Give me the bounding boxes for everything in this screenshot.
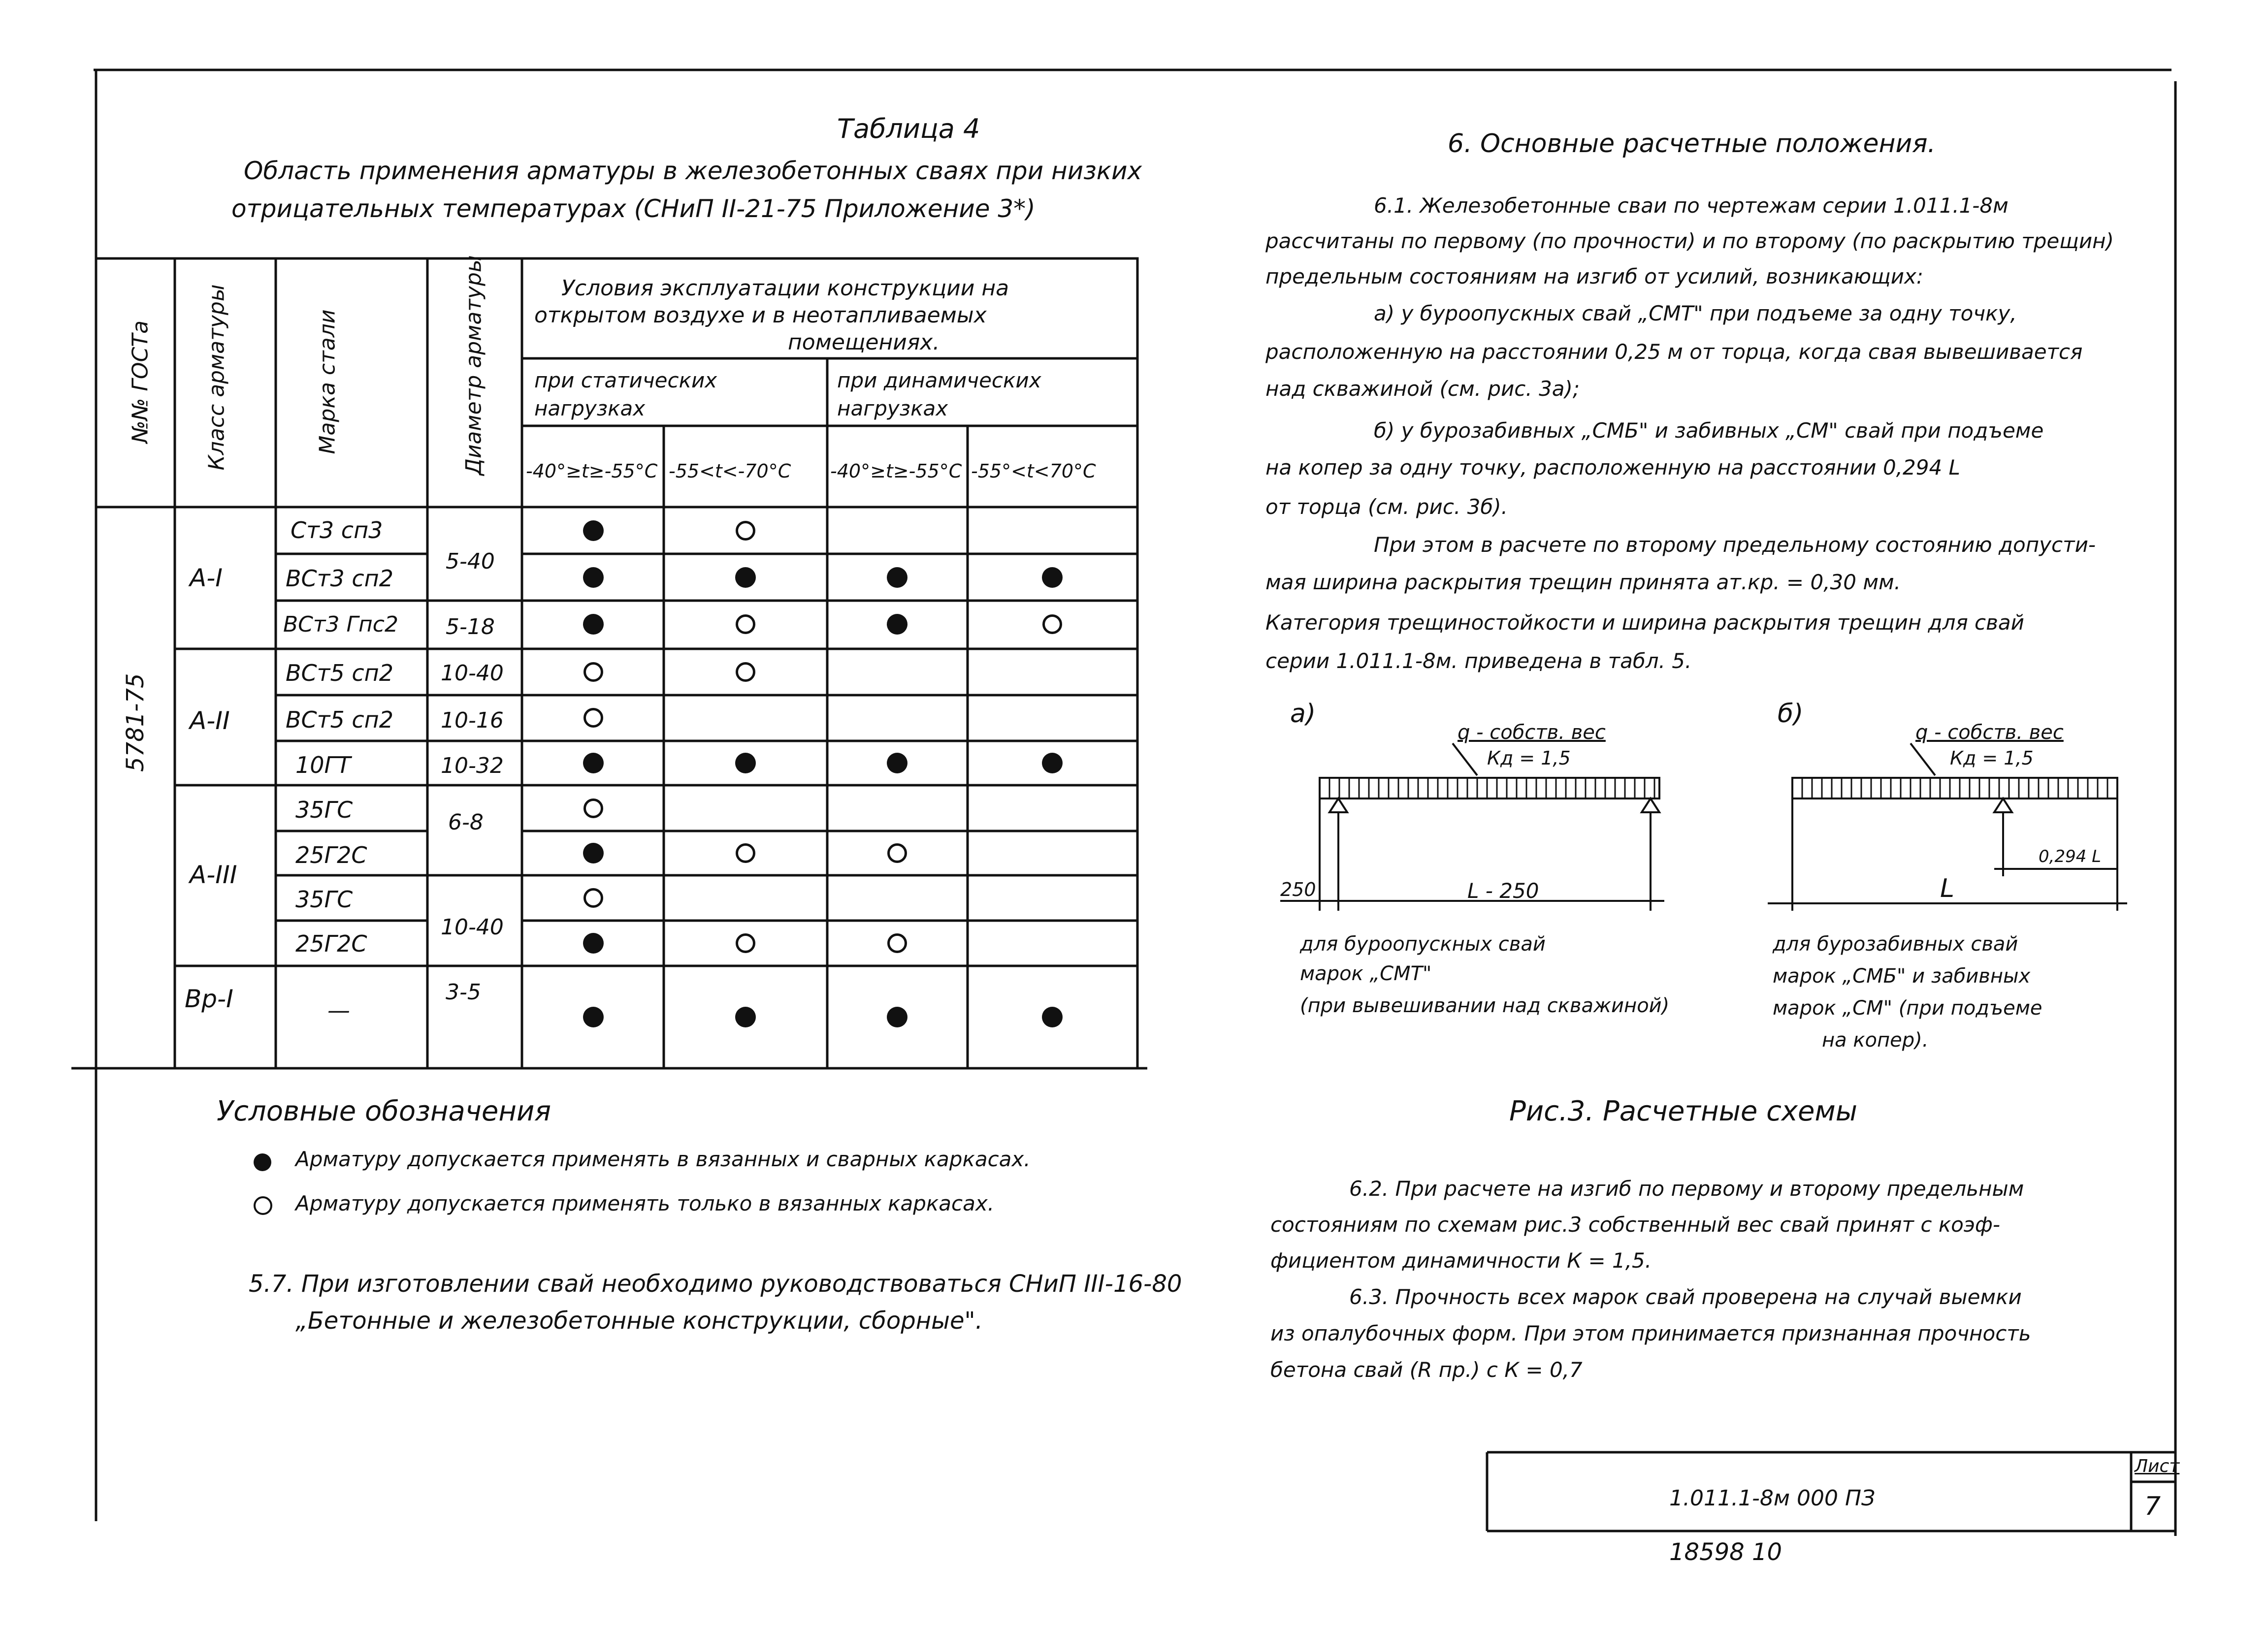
fig-b-label: б) xyxy=(1778,699,1804,729)
legend-filled-text: Арматуру допускается применять в вязанных и сварных каркасах. xyxy=(295,1147,1031,1171)
table-title-line2: отрицательных температурах (СНиП II-21-75 Приложение 3*) xyxy=(231,194,1036,223)
p62-line3: фициентом динамичности К = 1,5. xyxy=(1270,1248,1652,1273)
filled-circle-icon xyxy=(583,567,604,588)
class-a2: А-II xyxy=(190,706,230,735)
diam-row-4: 10-40 xyxy=(441,661,504,686)
open-circle-icon xyxy=(736,521,755,541)
filled-circle-icon xyxy=(1042,753,1063,773)
diam-a1-merged: 5-40 xyxy=(446,549,495,574)
p63-line3: бетона свай (R пр.) с К = 0,7 xyxy=(1270,1358,1583,1382)
open-circle-icon xyxy=(583,662,603,682)
open-circle-icon xyxy=(736,933,755,953)
p61-line7: б) у бурозабивных „СМБ" и забивных „СМ" свай при подъеме xyxy=(1374,418,2044,443)
marka-row-6: 10ГТ xyxy=(295,752,351,778)
open-circle-icon xyxy=(583,708,603,728)
filled-circle-icon xyxy=(583,520,604,541)
stamp-list-label: Лист xyxy=(2135,1456,2180,1476)
p57-line1: 5.7. При изготовлении свай необходимо руководствоваться СНиП III-16-80 xyxy=(249,1270,1182,1298)
open-circle-icon xyxy=(1042,614,1062,634)
stamp-code: 1.011.1-8м 000 ПЗ xyxy=(1669,1486,1876,1511)
filled-circle-icon xyxy=(583,843,604,863)
fig-b-load: q - собств. вес xyxy=(1915,721,2064,744)
marka-row-8: 25Г2С xyxy=(295,842,367,868)
fig-a-label: а) xyxy=(1290,699,1316,729)
legend-title: Условные обозначения xyxy=(217,1095,551,1127)
fig-a-cap2: марок „СМТ" xyxy=(1300,962,1432,985)
marka-row-2: ВСт3 сп2 xyxy=(286,565,393,592)
p61-line3: предельным состояниям на изгиб от усилий, возникающих: xyxy=(1265,264,1924,288)
filled-circle-icon xyxy=(1042,567,1063,588)
filled-circle-icon xyxy=(1042,1007,1063,1027)
header-usl-line1: Условия эксплуатации конструкции на xyxy=(561,276,1009,301)
fig-a-load: q - собств. вес xyxy=(1458,721,1606,744)
marka-row-5: ВСт5 сп2 xyxy=(286,706,393,733)
header-dyn-line2: нагрузках xyxy=(837,396,948,420)
header-t3: -40°≥t≥-55°С xyxy=(830,460,962,482)
open-circle-icon xyxy=(583,798,603,818)
filled-circle-icon xyxy=(887,753,907,773)
fig-b-dim-span: L xyxy=(1940,874,1954,903)
filled-circle-icon xyxy=(735,753,756,773)
marka-row-4: ВСт5 сп2 xyxy=(286,660,393,686)
open-circle-icon xyxy=(736,843,755,863)
p63-line2: из опалубочных форм. При этом принимается признанная прочность xyxy=(1270,1321,2031,1345)
header-stat-line2: нагрузках xyxy=(534,396,646,420)
marka-row-9: 35ГС xyxy=(295,886,353,913)
filled-circle-icon xyxy=(254,1153,271,1171)
header-klass: Класс арматуры xyxy=(204,284,229,471)
fig-a-dim-span: L - 250 xyxy=(1467,879,1539,903)
fig-b-dim-right: 0,294 L xyxy=(2039,847,2102,866)
diam-a3-bottom: 10-40 xyxy=(441,915,504,940)
class-vr1: Вр-I xyxy=(185,985,233,1013)
p61-line13: серии 1.011.1-8м. приведена в табл. 5. xyxy=(1265,649,1692,673)
filled-circle-icon xyxy=(887,1007,907,1027)
header-t1: -40°≥t≥-55°С xyxy=(526,460,658,482)
open-circle-icon xyxy=(736,614,755,634)
p63-line1: 6.3. Прочность всех марок свай проверена на случай выемки xyxy=(1349,1285,2022,1309)
header-usl-line2: открытом воздухе и в неотапливаемых xyxy=(534,303,987,328)
header-gost: №№ ГОСТа xyxy=(128,320,153,444)
open-circle-icon xyxy=(583,888,603,908)
fig-b-cap1: для бурозабивных свай xyxy=(1773,933,2018,956)
p61-line5: расположенную на расстоянии 0,25 м от торца, когда свая вывешивается xyxy=(1265,340,2083,364)
marka-row-1: Ст3 сп3 xyxy=(291,517,383,543)
legend-open-text: Арматуру допускается применять только в вязанных каркасах. xyxy=(295,1191,995,1215)
table-caption: Таблица 4 xyxy=(837,113,980,144)
p61-line10: При этом в расчете по второму предельному состоянию допусти- xyxy=(1374,533,2096,557)
filled-circle-icon xyxy=(583,933,604,954)
filled-circle-icon xyxy=(887,614,907,635)
filled-circle-icon xyxy=(583,614,604,635)
p61-line1: 6.1. Железобетонные сваи по чертежам серии 1.011.1-8м xyxy=(1374,193,2009,218)
fig-a-cap3: (при вывешивании над скважиной) xyxy=(1300,994,1670,1017)
fig-a-kd: Кд = 1,5 xyxy=(1487,747,1571,769)
p61-line11: мая ширина раскрытия трещин принята ат.кр. = 0,30 мм. xyxy=(1265,570,1901,594)
fig-b-cap2: марок „СМБ" и забивных xyxy=(1773,965,2031,988)
p62-line1: 6.2. При расчете на изгиб по первому и второму предельным xyxy=(1349,1177,2024,1201)
fig-a-dim-left: 250 xyxy=(1280,879,1316,900)
header-usl-line3: помещениях. xyxy=(788,330,940,355)
section6-title: 6. Основные расчетные положения. xyxy=(1448,129,1936,159)
filled-circle-icon xyxy=(583,1007,604,1027)
class-a1: А-I xyxy=(190,564,223,592)
header-t2: -55<t<-70°С xyxy=(669,460,791,482)
header-diam: Диаметр арматуры xyxy=(461,255,486,476)
class-a3: А-III xyxy=(190,861,237,889)
p62-line2: состояниям по схемам рис.3 собственный вес свай принят с коэф- xyxy=(1270,1213,2000,1237)
header-stat-line1: при статических xyxy=(534,368,717,392)
marka-row-11: — xyxy=(327,997,350,1023)
p61-line4: а) у буроопускных свай „СМТ" при подъеме за одну точку, xyxy=(1374,301,2017,325)
header-marka: Марка стали xyxy=(315,309,340,454)
open-circle-icon xyxy=(887,843,907,863)
stamp-list-number: 7 xyxy=(2144,1492,2161,1521)
diam-row-3: 5-18 xyxy=(446,614,495,639)
table-title-line1: Область применения арматуры в железобетонных сваях при низких xyxy=(244,157,1142,185)
diam-row-11: 3-5 xyxy=(446,980,481,1005)
header-t4: -55°<t<70°С xyxy=(971,460,1096,482)
filled-circle-icon xyxy=(887,567,907,588)
fig-b-cap4: на копер). xyxy=(1822,1029,1929,1052)
header-dyn-line1: при динамических xyxy=(837,368,1041,392)
open-circle-icon xyxy=(254,1196,272,1215)
filled-circle-icon xyxy=(583,753,604,773)
fig-b-kd: Кд = 1,5 xyxy=(1950,747,2034,769)
filled-circle-icon xyxy=(735,567,756,588)
marka-row-3: ВСт3 Гпс2 xyxy=(283,612,398,637)
diam-row-5: 10-16 xyxy=(441,708,504,733)
p61-line8: на копер за одну точку, расположенную на расстоянии 0,294 L xyxy=(1265,455,1960,479)
filled-circle-icon xyxy=(735,1007,756,1027)
fig-b-cap3: марок „СМ" (при подъеме xyxy=(1773,997,2042,1020)
figure-caption: Рис.3. Расчетные схемы xyxy=(1509,1095,1857,1127)
diam-a3-top: 6-8 xyxy=(448,810,484,835)
p61-line6: над скважиной (см. рис. 3а); xyxy=(1265,377,1580,401)
p61-line9: от торца (см. рис. 3б). xyxy=(1265,495,1508,519)
open-circle-icon xyxy=(736,662,755,682)
gost-value: 5781-75 xyxy=(122,673,149,772)
diam-row-6: 10-32 xyxy=(441,753,504,778)
marka-row-10: 25Г2С xyxy=(295,930,367,957)
p61-line12: Категория трещиностойкости и ширина раскрытия трещин для свай xyxy=(1265,610,2024,635)
fig-a-cap1: для буроопускных свай xyxy=(1300,933,1546,956)
open-circle-icon xyxy=(887,933,907,953)
marka-row-7: 35ГС xyxy=(295,797,353,823)
p57-line2: „Бетонные и железобетонные конструкции, сборные". xyxy=(295,1307,983,1335)
bottom-note: 18598 10 xyxy=(1669,1538,1782,1566)
p61-line2: рассчитаны по первому (по прочности) и по второму (по раскрытию трещин) xyxy=(1265,229,2114,253)
